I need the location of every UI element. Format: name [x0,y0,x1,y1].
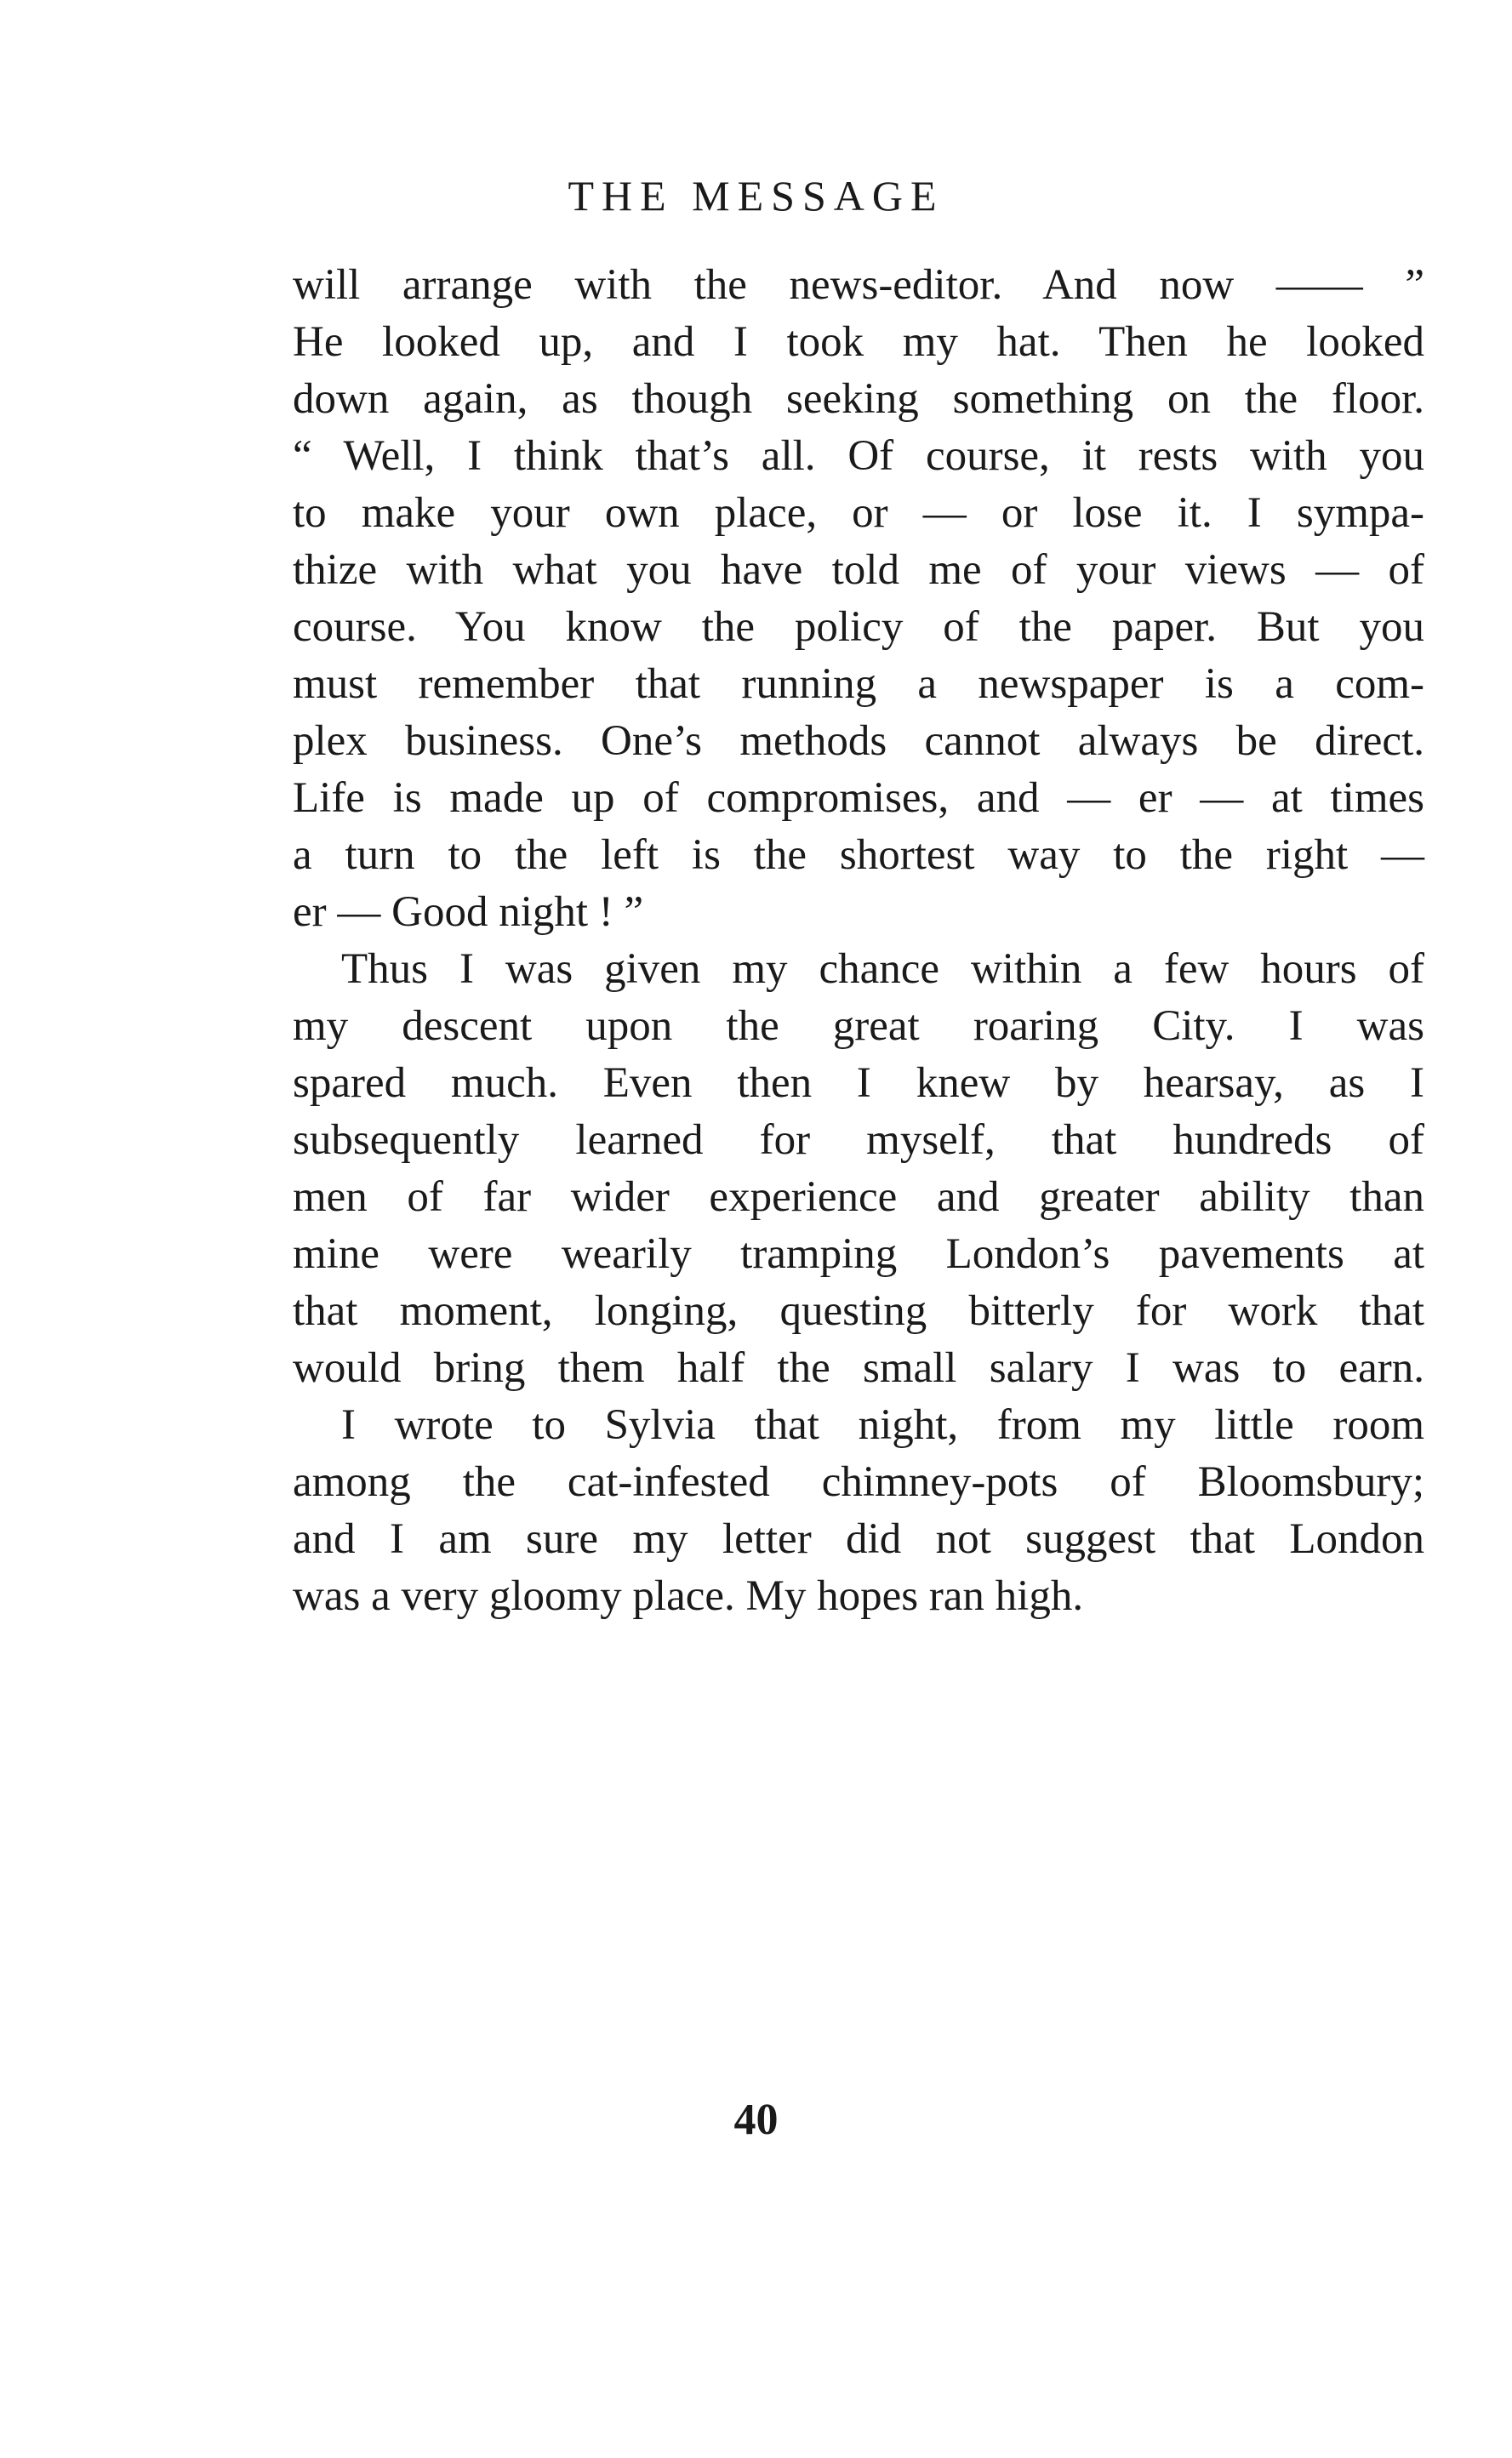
text-line: “ Well, I think that’s all. Of course, it rests with you [293,432,1424,480]
text-line: and I am sure my letter did not suggest that London [293,1515,1424,1563]
text-line: I wrote to Sylvia that night, from my little room [341,1401,1424,1449]
paragraph [293,941,1424,1397]
body-text [293,257,1424,1625]
text-line: among the cat-infested chimney-pots of Bloomsbury; [293,1458,1424,1506]
text-line: that moment, longing, questing bitterly for work that [293,1287,1424,1335]
text-line: must remember that running a newspaper is a com- [293,660,1424,708]
paragraph [293,257,1424,941]
text-line: He looked up, and I took my hat. Then he looked [293,318,1424,366]
text-line: mine were wearily tramping London’s pavements at [293,1230,1424,1278]
text-line: men of far wider experience and greater ability than [293,1173,1424,1221]
text-line: down again, as though seeking something on the floor. [293,375,1424,423]
text-line: will arrange with the news-editor. And now —— ” [293,261,1424,309]
text-line: plex business. One’s methods cannot always be direct. [293,717,1424,765]
text-line: my descent upon the great roaring City. I was [293,1002,1424,1050]
paragraph [293,1397,1424,1625]
text-line: spared much. Even then I knew by hearsay, as I [293,1059,1424,1107]
page-number: 40 [733,2096,779,2144]
text-line: Thus I was given my chance within a few hours of [341,945,1424,993]
text-line: to make your own place, or — or lose it. I sympa- [293,489,1424,537]
text-line: subsequently learned for myself, that hundreds of [293,1116,1424,1164]
text-line: course. You know the policy of the paper. But you [293,603,1424,651]
text-line: was a very gloomy place. My hopes ran high. [293,1572,1084,1620]
text-line: a turn to the left is the shortest way to the right — [293,831,1424,879]
text-line: thize with what you have told me of your views — of [293,546,1424,594]
text-line: Life is made up of compromises, and — er — at times [293,774,1424,822]
text-line: er — Good night ! ” [293,888,644,936]
text-line: would bring them half the small salary I was to earn. [293,1344,1424,1392]
running-head: THE MESSAGE [568,172,944,220]
